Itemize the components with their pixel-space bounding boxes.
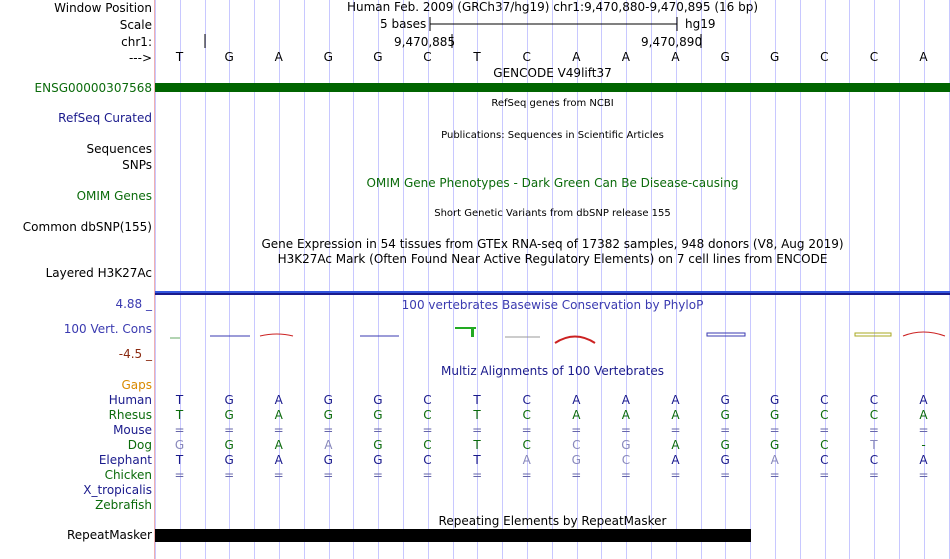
alignment-base: A [522,453,531,467]
alignment-base: = [918,423,929,437]
alignment-base: = [273,468,284,482]
omim-track-title: OMIM Gene Phenotypes - Dark Green Can Be Disease-causing [366,176,739,190]
alignment-base: = [819,423,830,437]
alignment-base: C [869,393,879,407]
reference-base: C [423,50,432,64]
alignment-base: G [621,438,631,452]
alignment-base: = [422,468,433,482]
alignment-base: = [224,423,235,437]
alignment-base: G [720,393,730,407]
repeatmasker-track-label[interactable]: RepeatMasker [66,528,152,542]
species-label[interactable]: X_tropicalis [83,483,152,497]
gencode-gene-label[interactable]: ENSG00000307568 [34,81,152,95]
alignment-base: = [521,468,532,482]
species-label[interactable]: Mouse [113,423,152,437]
alignment-base: = [472,423,483,437]
cons-track-title: 100 vertebrates Basewise Conservation by PhyloP [401,298,704,312]
species-label[interactable]: Zebrafish [95,498,152,512]
alignment-base: A [671,408,680,422]
alignment-base: = [372,423,383,437]
alignment-base: = [769,468,780,482]
alignment-base: C [423,408,432,422]
alignment-base: = [224,468,235,482]
alignment-base: = [323,423,334,437]
cons-min-label: -4.5 _ [118,347,152,361]
chr-label: chr1: [121,35,152,49]
reference-base: A [671,50,680,64]
alignment-base: G [224,408,234,422]
gaps-label: Gaps [121,378,152,392]
alignment-base: G [373,453,383,467]
alignment-base: G [224,393,234,407]
window-position-text: Human Feb. 2009 (GRCh37/hg19) chr1:9,470,880-9,470,895 (16 bp) [346,0,759,14]
alignment-base: A [572,408,581,422]
alignment-base: C [869,453,879,467]
alignment-base: = [868,423,879,437]
reference-base: G [224,50,234,64]
alignment-base: A [621,408,630,422]
cons-max-label: 4.88 _ [115,297,152,311]
alignment-base: = [670,468,681,482]
alignment-base: G [770,393,780,407]
alignment-base: C [621,453,631,467]
alignment-base: T [175,453,184,467]
alignment-base: C [820,438,829,452]
alignment-base: T [175,408,184,422]
alignment-base: A [324,438,333,452]
h3k27ac-signal-base [155,293,950,295]
species-label[interactable]: Rhesus [108,408,152,422]
reference-base: C [522,50,531,64]
h3k27ac-track-label[interactable]: Layered H3K27Ac [45,266,152,280]
alignment-base: = [472,468,483,482]
reference-base: G [373,50,383,64]
alignment-base: C [423,438,432,452]
alignment-base: G [224,438,234,452]
alignment-base: A [274,438,283,452]
reference-base: T [473,50,481,64]
gtex-track-title: Gene Expression in 54 tissues from GTEx RNA-seq of 17382 samples, 948 donors (V8, Aug 2019) [261,237,844,251]
alignment-base: C [820,408,829,422]
publications-track-title: Publications: Sequences in Scientific Articles [441,130,664,141]
reference-base: C [820,50,829,64]
alignment-base: = [273,423,284,437]
alignment-base: G [323,393,333,407]
assembly-label: hg19 [685,17,716,31]
dbsnp-track-title: Short Genetic Variants from dbSNP release 155 [434,208,671,219]
species-label[interactable]: Chicken [104,468,152,482]
alignment-base: C [423,453,432,467]
alignment-base: = [571,423,582,437]
alignment-base: = [720,468,731,482]
alignment-base: - [921,438,926,452]
dbsnp-track-label[interactable]: Common dbSNP(155) [22,220,152,234]
scale-text: 5 bases [380,17,427,31]
repeatmasker-element[interactable] [155,529,751,542]
alignment-base: A [919,393,928,407]
reference-base: A [919,50,928,64]
alignment-base: T [175,393,184,407]
alignment-base: A [770,453,779,467]
alignment-base: = [323,468,334,482]
alignment-base: C [522,438,531,452]
reference-base: C [869,50,879,64]
reference-base: T [175,50,184,64]
h3k27ac-track-title: H3K27Ac Mark (Often Found Near Active Regulatory Elements) on 7 cell lines from ENCODE [277,252,828,266]
alignment-base: = [521,423,532,437]
alignment-base: T [473,393,481,407]
alignment-base: G [174,438,185,452]
ruler-position-2: 9,470,890 [641,35,703,49]
alignment-base: = [670,423,681,437]
reference-base: A [274,50,283,64]
alignment-base: T [473,453,481,467]
alignment-base: G [720,408,730,422]
alignment-base: A [671,393,680,407]
alignment-base: = [720,423,731,437]
alignment-base: G [323,453,333,467]
cons-plot[interactable] [155,318,950,348]
alignment-base: G [224,453,234,467]
alignment-base: A [919,453,928,467]
alignment-base: T [473,438,481,452]
alignment-base: G [770,408,780,422]
alignment-base: G [373,408,383,422]
alignment-base: C [572,438,581,452]
alignment-base: C [522,393,531,407]
alignment-base: G [571,453,581,467]
alignment-base: C [522,408,531,422]
alignment-base: = [620,423,631,437]
species-label[interactable]: Elephant [98,453,152,467]
ruler-position-1: 9,470,885 [394,35,456,49]
alignment-base: A [621,393,630,407]
alignment-base: = [571,468,582,482]
window-position-label: Window Position [54,1,152,15]
repeatmasker-track-title: Repeating Elements by RepeatMasker [438,514,667,528]
omim-track-label[interactable]: OMIM Genes [76,189,152,203]
reference-base: G [323,50,333,64]
multiz-track-title: Multiz Alignments of 100 Vertebrates [440,364,665,378]
alignment-base: A [671,438,680,452]
reference-base: G [720,50,730,64]
gencode-track-title: GENCODE V49lift37 [493,66,612,80]
alignment-base: A [671,453,680,467]
alignment-base: G [770,438,780,452]
snps-track-label[interactable]: SNPs [122,158,152,172]
alignment-base: T [870,438,878,452]
refseq-track-title: RefSeq genes from NCBI [491,98,614,109]
alignment-base: A [274,393,283,407]
alignment-base: = [868,468,879,482]
alignment-base: = [372,468,383,482]
alignment-base: A [274,453,283,467]
alignment-base: = [174,423,185,437]
strand-label: ---> [128,51,152,65]
reference-base: G [770,50,780,64]
alignment-base: T [473,408,481,422]
alignment-base: A [572,393,581,407]
track-display-area[interactable] [155,0,950,559]
alignment-base: G [373,393,383,407]
species-label[interactable]: Dog [127,438,152,452]
track-label-gutter [0,0,155,559]
alignment-base: G [720,438,730,452]
species-label[interactable]: Human [108,393,152,407]
alignment-base: C [820,393,829,407]
alignment-base: C [820,453,829,467]
sequences-track-label[interactable]: Sequences [86,142,152,156]
alignment-base: = [422,423,433,437]
alignment-base: A [274,408,283,422]
alignment-base: A [919,408,928,422]
alignment-base: = [620,468,631,482]
reference-base: A [621,50,630,64]
gencode-gene-bar[interactable] [155,83,950,92]
refseq-track-label[interactable]: RefSeq Curated [58,111,152,125]
alignment-base: = [918,468,929,482]
cons-track-label[interactable]: 100 Vert. Cons [63,322,152,336]
alignment-base: = [819,468,830,482]
alignment-base: G [373,438,383,452]
alignment-base: C [869,408,879,422]
scale-label: Scale [119,18,152,32]
alignment-base: C [423,393,432,407]
alignment-base: G [720,453,730,467]
alignment-base: G [323,408,333,422]
reference-base: A [572,50,581,64]
alignment-base: = [769,423,780,437]
alignment-base: = [174,468,185,482]
